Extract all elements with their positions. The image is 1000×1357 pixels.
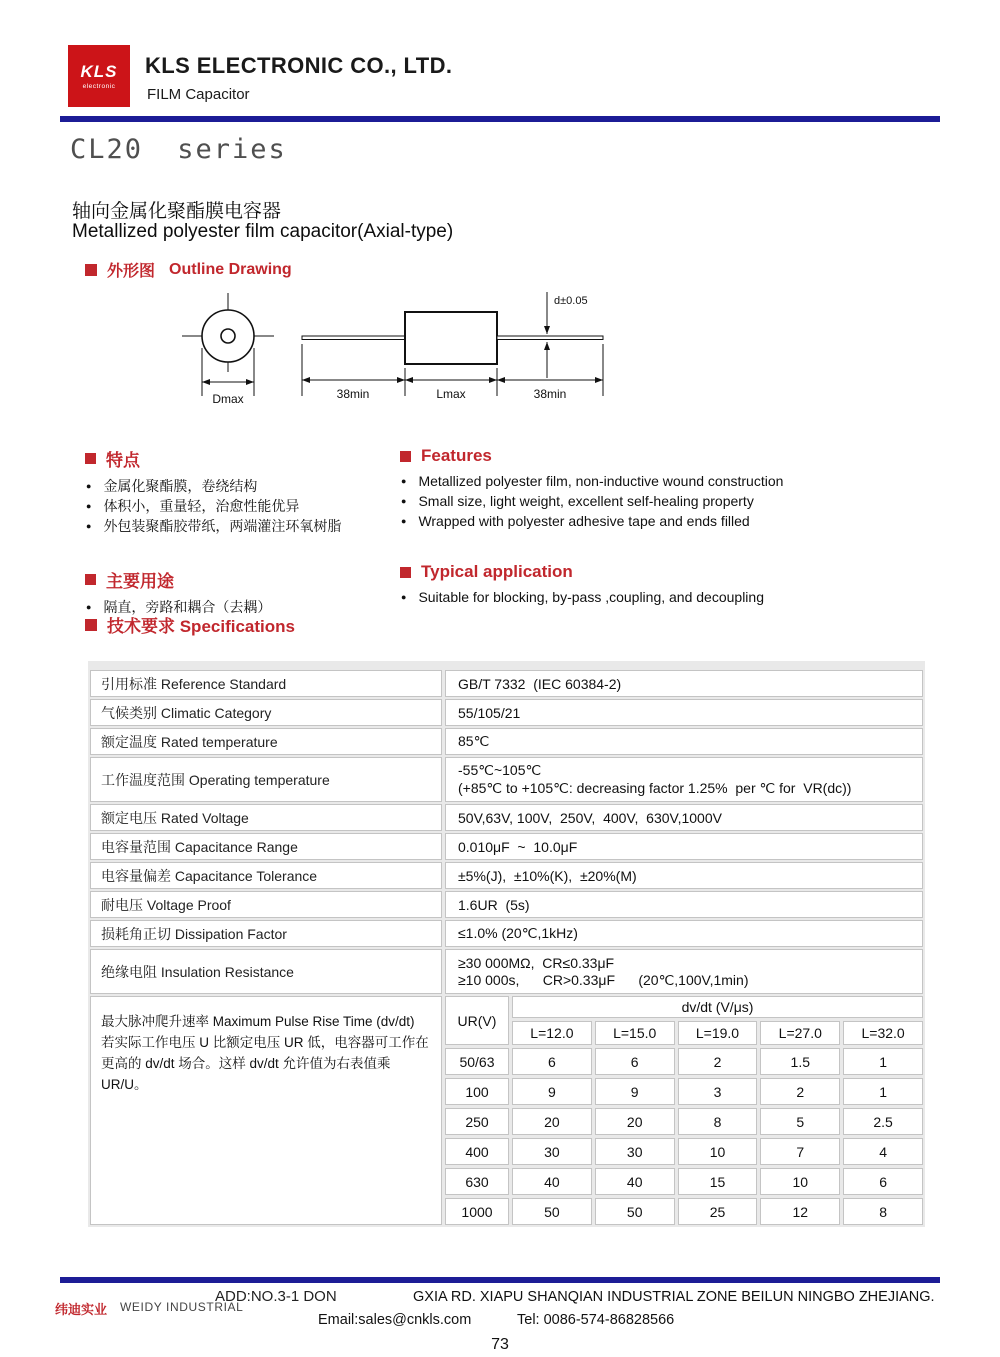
spec-value [445, 833, 923, 860]
dvdt-cell: 9 [595, 1078, 675, 1105]
spec-value [445, 804, 923, 831]
spec-value-text: 85℃ [458, 733, 490, 749]
list-item [400, 471, 945, 491]
section-marker-icon [400, 451, 411, 462]
telephone-text: Tel: 0086-574-86828566 [517, 1312, 675, 1328]
list-item [400, 511, 945, 531]
dvdt-cell: 30 [595, 1138, 675, 1165]
dmax-label: Dmax [212, 392, 244, 406]
spec-label: 工作温度范围 Operating temperature [90, 757, 442, 802]
spec-value [445, 891, 923, 918]
column-header-dvdt: dv/dt (V/μs) [512, 996, 923, 1018]
dvdt-cell: 2.5 [843, 1108, 923, 1135]
spec-value [445, 920, 923, 947]
dvdt-cell: 25 [678, 1198, 758, 1225]
pulse-table [445, 996, 923, 1225]
bullet-icon: ● [86, 521, 92, 531]
features-column-en [400, 446, 945, 617]
outline-heading-en: Outline Drawing [169, 260, 292, 278]
dvdt-cell: 9 [512, 1078, 592, 1105]
outline-heading-cn: 外形图 [107, 263, 156, 280]
bullet-icon: ● [86, 501, 92, 511]
dvdt-cell: 8 [843, 1198, 923, 1225]
table-row [90, 949, 923, 994]
column-header-l: L=32.0 [843, 1021, 923, 1045]
lead-diameter-label: d±0.05 [554, 295, 588, 307]
table-row [90, 699, 923, 726]
spec-value-text: 0.010μF ~ 10.0μF [458, 838, 578, 855]
spec-label: 电容量偏差 Capacitance Tolerance [90, 862, 442, 889]
kls-logo [68, 45, 130, 107]
spec-label: 绝缘电阻 Insulation Resistance [90, 949, 442, 994]
spec-value [445, 757, 923, 802]
table-row [90, 670, 923, 697]
table-row [90, 920, 923, 947]
dvdt-cell: 5 [760, 1108, 840, 1135]
specifications-table [88, 661, 925, 1227]
weidy-brand-en: WEIDY INDUSTRIAL [120, 1300, 244, 1314]
section-marker-icon [85, 453, 96, 464]
spec-value-text: 50V,63V, 100V, 250V, 400V, 630V,1000V [458, 809, 722, 826]
spec-value-text2: ≥10 000s, CR>0.33μF (20℃,100V,1min) [458, 971, 749, 988]
dvdt-cell: 2 [678, 1048, 758, 1075]
dvdt-cell: 6 [595, 1048, 675, 1075]
features-heading-cn [85, 446, 400, 471]
specifications-heading-label: 技术要求 Specifications [107, 617, 295, 636]
dvdt-cell: 7 [760, 1138, 840, 1165]
section-marker-icon [400, 567, 411, 578]
ur-cell: 630 [445, 1168, 509, 1195]
dvdt-cell: 40 [512, 1168, 592, 1195]
column-header-ur: UR(V) [445, 996, 509, 1045]
spec-value-text2: (+85℃ to +105℃: decreasing factor 1.25% per ℃ for VR(dc)) [458, 780, 852, 796]
address-text: GXIA RD. XIAPU SHANQIAN INDUSTRIAL ZONE BEILUN NINGBO ZHEJIANG. [413, 1289, 935, 1305]
feature-cn-1: 金属化聚酯膜，卷绕结构 [103, 478, 258, 494]
dvdt-cell: 12 [760, 1198, 840, 1225]
application-heading-en [400, 562, 945, 582]
usage-cn-1: 隔直，旁路和耦合（去耦） [103, 599, 272, 615]
section-marker-icon [85, 574, 96, 585]
series-title: CL20 series [70, 134, 287, 165]
spec-value [445, 699, 923, 726]
spec-value [445, 949, 923, 994]
company-name: KLS ELECTRONIC CO., LTD. [145, 53, 453, 78]
features-heading-en-label: Features [421, 446, 492, 465]
dvdt-cell: 10 [760, 1168, 840, 1195]
list-item [400, 587, 945, 607]
section-marker-icon [85, 264, 97, 276]
column-header-l: L=19.0 [678, 1021, 758, 1045]
bullet-icon: ● [401, 516, 407, 526]
section-marker-icon [85, 619, 97, 631]
pulse-description-title: 最大脉冲爬升速率 Maximum Pulse Rise Time (dv/dt) [101, 1014, 415, 1029]
table-row [90, 804, 923, 831]
dvdt-cell: 1 [843, 1048, 923, 1075]
logo-subtext: electronic [82, 83, 116, 90]
email-text: Email:sales@cnkls.com [318, 1312, 472, 1328]
dvdt-cell: 6 [512, 1048, 592, 1075]
table-row [90, 728, 923, 755]
product-title-en: Metallized polyester film capacitor(Axial-type) [72, 221, 454, 242]
spec-value-text: ≤1.0% (20℃,1kHz) [458, 925, 578, 941]
product-category: FILM Capacitor [147, 86, 250, 103]
feature-cn-2: 体积小，重量轻，治愈性能优异 [103, 498, 300, 514]
spec-label: 额定温度 Rated temperature [90, 728, 442, 755]
weidy-brand-cn: 纬迪实业 [55, 1302, 108, 1317]
ur-cell: 250 [445, 1108, 509, 1135]
lead-right-length-label: 38min [533, 387, 567, 401]
dvdt-cell: 8 [678, 1108, 758, 1135]
header-divider [60, 116, 940, 122]
bullet-icon: ● [401, 592, 407, 602]
spec-value-text: -55℃~105℃ [458, 762, 542, 778]
features-section [85, 446, 945, 617]
application-en-1: Suitable for blocking, by-pass ,coupling, and decoupling [418, 589, 764, 605]
pulse-rise-time-row [90, 996, 923, 1225]
footer-divider [60, 1277, 940, 1283]
bullet-icon: ● [86, 481, 92, 491]
dvdt-cell: 30 [512, 1138, 592, 1165]
table-row [90, 891, 923, 918]
feature-en-2: Small size, light weight, excellent self-healing property [418, 493, 754, 509]
table-row [90, 833, 923, 860]
feature-en-3: Wrapped with polyester adhesive tape and ends filled [418, 513, 750, 529]
dvdt-cell: 1 [843, 1078, 923, 1105]
spec-value [445, 670, 923, 697]
bullet-icon: ● [401, 496, 407, 506]
dvdt-cell: 50 [512, 1198, 592, 1225]
dvdt-cell: 20 [595, 1108, 675, 1135]
page-number: 73 [491, 1336, 509, 1353]
table-row [90, 862, 923, 889]
spec-value-text: GB/T 7332 (IEC 60384-2) [458, 675, 622, 692]
spec-value-text: ±5%(J), ±10%(K), ±20%(M) [458, 867, 637, 884]
logo-text: KLS [80, 62, 118, 81]
list-item [85, 476, 400, 496]
table-row [90, 757, 923, 802]
column-header-l: L=27.0 [760, 1021, 840, 1045]
address-clipped-fragment: ADD:NO.3-1 DON [215, 1288, 337, 1305]
pulse-description [90, 996, 442, 1225]
ur-cell: 50/63 [445, 1048, 509, 1075]
spec-label: 损耗角正切 Dissipation Factor [90, 920, 442, 947]
spec-label: 气候类别 Climatic Category [90, 699, 442, 726]
specifications-heading [85, 612, 295, 637]
spec-label: 耐电压 Voltage Proof [90, 891, 442, 918]
spec-value [445, 862, 923, 889]
spec-value [445, 728, 923, 755]
ur-cell: 1000 [445, 1198, 509, 1225]
outline-drawing [150, 286, 670, 414]
dvdt-cell: 20 [512, 1108, 592, 1135]
column-header-l: L=12.0 [512, 1021, 592, 1045]
outline-drawing-heading [85, 258, 292, 281]
bullet-icon: ● [86, 602, 92, 612]
dvdt-cell: 6 [843, 1168, 923, 1195]
dvdt-cell: 4 [843, 1138, 923, 1165]
features-column-cn [85, 446, 400, 617]
column-header-l: L=15.0 [595, 1021, 675, 1045]
dvdt-cell: 15 [678, 1168, 758, 1195]
spec-label: 引用标准 Reference Standard [90, 670, 442, 697]
dvdt-cell: 3 [678, 1078, 758, 1105]
spec-value-text: 55/105/21 [458, 704, 521, 721]
list-item [85, 496, 400, 516]
spec-label: 电容量范围 Capacitance Range [90, 833, 442, 860]
usage-heading-cn [85, 567, 400, 592]
bullet-icon: ● [401, 476, 407, 486]
feature-en-1: Metallized polyester film, non-inductive wound construction [418, 473, 784, 489]
product-title-cn: 轴向金属化聚酯膜电容器 [72, 201, 282, 222]
list-item [400, 491, 945, 511]
dvdt-cell: 40 [595, 1168, 675, 1195]
lead-left-length-label: 38min [336, 387, 370, 401]
usage-heading-cn-label: 主要用途 [106, 572, 174, 591]
features-heading-cn-label: 特点 [106, 451, 140, 470]
feature-cn-3: 外包装聚酯胶带纸，两端灌注环氧树脂 [103, 518, 342, 534]
application-heading-en-label: Typical application [421, 562, 573, 581]
dvdt-cell: 50 [595, 1198, 675, 1225]
spec-value-text: ≥30 000MΩ, CR≤0.33μF [458, 954, 615, 971]
spec-label: 额定电压 Rated Voltage [90, 804, 442, 831]
ur-cell: 100 [445, 1078, 509, 1105]
pulse-description-note: 若实际工作电压 U 比额定电压 UR 低，电容器可工作在更高的 dv/dt 场合。这样 dv/dt 允许值为右表值乘 UR/U。 [101, 1035, 429, 1092]
ur-cell: 400 [445, 1138, 509, 1165]
list-item [85, 516, 400, 536]
dvdt-cell: 10 [678, 1138, 758, 1165]
spec-value-text: 1.6UR (5s) [458, 896, 530, 913]
dvdt-cell: 1.5 [760, 1048, 840, 1075]
features-heading-en [400, 446, 945, 466]
dvdt-cell: 2 [760, 1078, 840, 1105]
body-length-label: Lmax [436, 387, 466, 401]
